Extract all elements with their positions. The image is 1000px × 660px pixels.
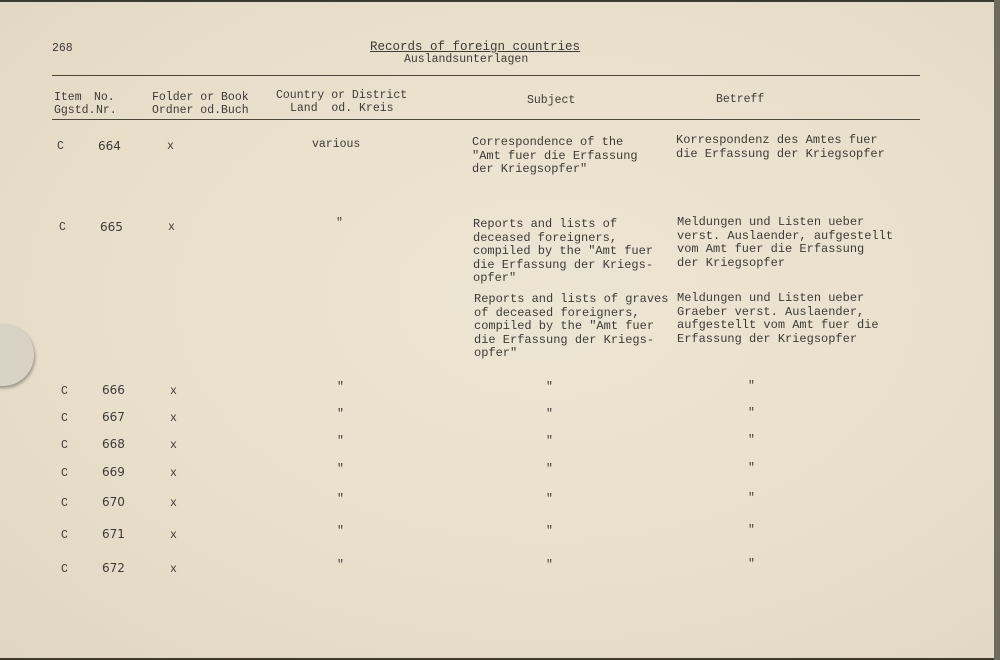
- row-subject: Reports and lists of deceased foreigners, compiled by the "Amt fuer die Erfassung der Kriegs- opfer": [473, 217, 654, 286]
- row-subject: ": [546, 408, 553, 421]
- page-number: 268: [52, 42, 73, 55]
- row-betreff: ": [748, 492, 755, 505]
- row-betreff: ": [748, 434, 755, 447]
- row-item: C: [61, 563, 68, 576]
- paper-clip: [0, 324, 34, 386]
- row-number: 666: [102, 383, 125, 397]
- header-folder-de: Ordner od.Buch: [152, 104, 249, 117]
- row-folder: x: [170, 412, 177, 425]
- row-number: 670: [102, 495, 125, 509]
- row-betreff: ": [748, 407, 755, 420]
- page-edge: [994, 0, 1000, 660]
- row-country: ": [337, 408, 344, 421]
- row-folder: x: [170, 467, 177, 480]
- header-subject: Subject: [527, 94, 576, 107]
- header-bottom-rule: [52, 119, 920, 120]
- header-no-en: No.: [94, 91, 115, 104]
- row-country: ": [337, 525, 344, 538]
- row-country: various: [312, 138, 361, 151]
- row-number: 665: [100, 220, 123, 234]
- row-subject-second: Reports and lists of graves of deceased foreigners, compiled by the "Amt fuer die Erfassung der Kriegs- opfer": [474, 292, 669, 361]
- row-folder: x: [170, 529, 177, 542]
- header-top-rule: [52, 75, 920, 76]
- header-item-de: Ggstd.: [54, 104, 96, 117]
- row-betreff: ": [748, 380, 755, 393]
- row-item: C: [61, 412, 68, 425]
- row-betreff: Meldungen und Listen ueber verst. Auslaender, aufgestellt vom Amt fuer die Erfassung der Kriegsopfer: [677, 215, 894, 270]
- row-subject: ": [546, 381, 553, 394]
- row-number: 672: [102, 561, 125, 575]
- row-number: 664: [98, 139, 121, 153]
- row-betreff: ": [748, 524, 755, 537]
- row-subject: ": [546, 525, 553, 538]
- row-subject: ": [546, 435, 553, 448]
- row-country: ": [337, 493, 344, 506]
- row-folder: x: [170, 439, 177, 452]
- row-subject: ": [546, 463, 553, 476]
- header-item-en: Item: [54, 91, 82, 104]
- row-item: C: [61, 439, 68, 452]
- row-folder: x: [170, 385, 177, 398]
- document-page: [0, 2, 994, 658]
- row-subject: ": [546, 559, 553, 572]
- row-folder: x: [168, 221, 175, 234]
- row-country: ": [337, 463, 344, 476]
- row-number: 667: [102, 410, 125, 424]
- header-betreff: Betreff: [716, 93, 765, 106]
- row-subject: Correspondence of the "Amt fuer die Erfassung der Kriegsopfer": [472, 135, 638, 177]
- header-no-de: Nr.: [96, 104, 117, 117]
- row-item: C: [61, 497, 68, 510]
- row-item: C: [59, 221, 66, 234]
- row-number: 669: [102, 465, 125, 479]
- row-betreff: ": [748, 558, 755, 571]
- row-item: C: [57, 140, 64, 153]
- row-item: C: [61, 385, 68, 398]
- row-betreff: Korrespondenz des Amtes fuer die Erfassung der Kriegsopfer: [676, 133, 885, 161]
- row-country: ": [336, 217, 343, 230]
- row-country: ": [337, 435, 344, 448]
- header-country-de: Land od. Kreis: [290, 102, 394, 115]
- page-title: Records of foreign countries: [370, 40, 581, 54]
- header-country-en: Country or District: [276, 89, 408, 102]
- row-item: C: [61, 467, 68, 480]
- row-number: 671: [102, 527, 125, 541]
- row-folder: x: [170, 497, 177, 510]
- header-folder-en: Folder or Book: [152, 91, 249, 104]
- row-betreff: ": [748, 462, 755, 475]
- row-folder: x: [170, 563, 177, 576]
- row-subject: ": [546, 493, 553, 506]
- row-number: 668: [102, 437, 125, 451]
- row-folder: x: [167, 140, 174, 153]
- page-subtitle: Auslandsunterlagen: [404, 53, 529, 66]
- row-country: ": [337, 559, 344, 572]
- row-item: C: [61, 529, 68, 542]
- row-betreff-second: Meldungen und Listen ueber Graeber verst. Auslaender, aufgestellt vom Amt fuer die Erfassung der Kriegsopfer: [677, 291, 879, 346]
- row-country: ": [337, 381, 344, 394]
